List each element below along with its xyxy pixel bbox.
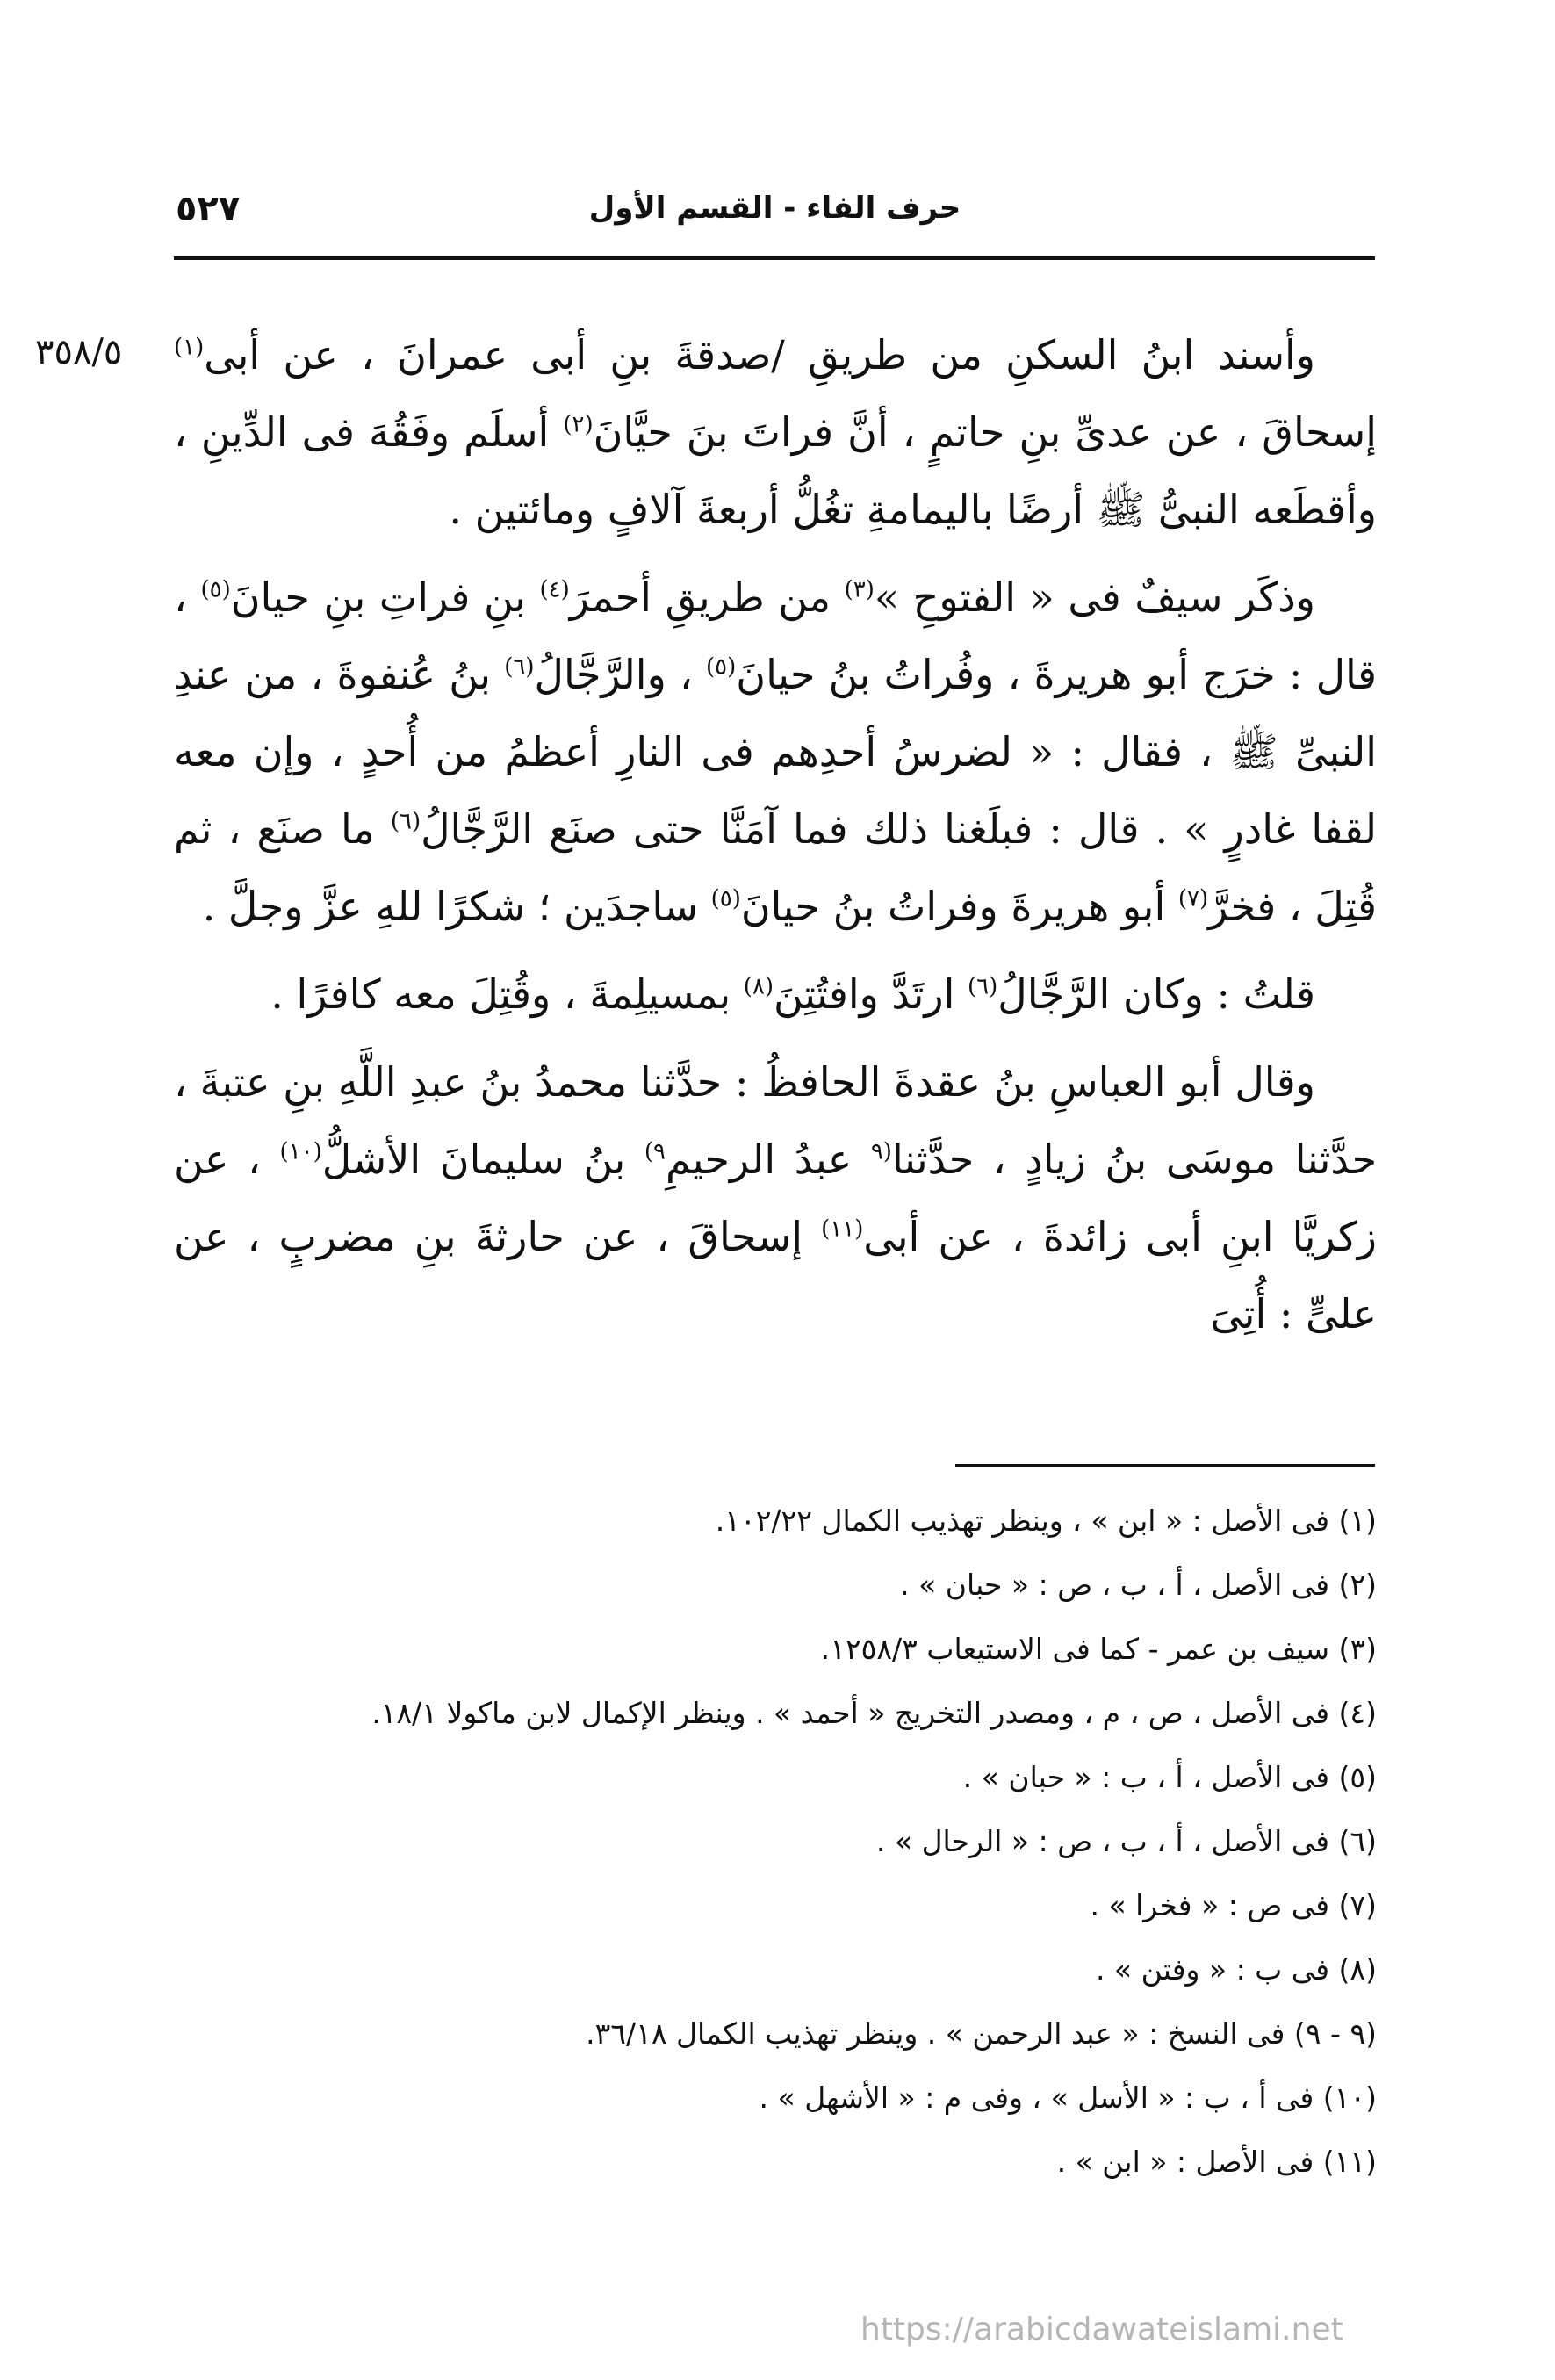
text-segment: إسحاقَ ، عن حارثةَ بنِ مضربٍ ، عن علىٍّ : أُتِىَ (174, 1213, 1377, 1338)
text-segment: أبو هريرةَ وفراتُ بنُ حيانَ (740, 883, 1178, 930)
footnote-item: (٩ - ٩) فى النسخ : « عبد الرحمن » . وينظر تهذيب الكمال ٣٦/١٨. (586, 2016, 1377, 2051)
footnote-marker: (٩ (870, 1138, 892, 1165)
watermark-url: https://arabicdawateislami.net (860, 2311, 1343, 2348)
text-segment: ما صنَع ، ثم قُتِلَ ، فخرَّ (174, 805, 1377, 930)
text-segment: إسحاقَ ، عن عدىِّ بنِ حاتمٍ ، أنَّ فراتَ بنَ حيَّانَ (593, 408, 1377, 456)
paragraph (174, 316, 1377, 548)
footnote-marker: (١٠) (279, 1138, 322, 1165)
text-segment: ارتَدَّ وافتُتِنَ (774, 970, 968, 1018)
text-segment: ، قال : خرَج أبو هريرةَ ، وفُراتُ بنُ حيانَ (174, 573, 1377, 698)
text-segment: وذكَر سيفٌ فى « الفتوحِ » (874, 573, 1316, 621)
footnote-marker: (٧) (1177, 885, 1209, 912)
text-segment: أسلَم وفَقُهَ فى الدِّينِ ، وأقطَعه النبىُّ ﷺ أرضًا باليمامةِ تغُلُّ أربعةَ آلافٍ ومائتين . (174, 408, 1377, 533)
footnote-marker: (٣) (844, 576, 875, 603)
footnote-item: (٦) فى الأصل ، أ ، ب ، ص : « الرحال » . (875, 1824, 1377, 1858)
text-segment: بنِ فراتِ بنِ حيانَ (230, 573, 540, 621)
footnote-item: (٧) فى ص : « فخرا » . (1090, 1888, 1377, 1922)
margin-reference: ٣٥٨/٥ (35, 332, 123, 372)
footnote-item: (١٠) فى أ ، ب : « الأسل » ، وفى م : « الأشهل » . (759, 2081, 1377, 2115)
footnote-marker: (٥) (710, 885, 741, 912)
paragraph (174, 559, 1377, 945)
text-segment: بنُ عُنفوةَ ، من عندِ النبىِّ ﷺ ، فقال : « لضرسُ أحدِهم فى النارِ أعظمُ من أُحدٍ ، وإن معه لقفا غادرٍ » . قال : فبلَغنا ذلك فما آمَنَّا حتى صنَع الرَّجَّالُ (174, 651, 1377, 853)
footnote-marker: (٦) (968, 973, 998, 1000)
running-title: حرف الفاء - القسم الأول (588, 191, 961, 226)
footnote-marker: (٥) (200, 576, 231, 603)
text-segment: عبدُ الرحيمِ (666, 1136, 871, 1183)
footnote-marker: (٦) (390, 808, 421, 835)
footnote-marker: (٢) (563, 411, 594, 438)
text-segment: وقال أبو العباسِ بنُ عقدةَ الحافظُ : حدَّثنا محمدُ بنُ عبدِ اللَّهِ بنِ عتبةَ ، حدَّثنا موسَى بنُ زيادٍ ، حدَّثنا (174, 1058, 1378, 1183)
text-segment: بنُ سليمانَ الأشلُّ (321, 1136, 644, 1183)
footnote-marker: (٤) (539, 576, 570, 603)
page-number: ٥٢٧ (176, 189, 241, 229)
footnote-item: (٥) فى الأصل ، أ ، ب : « حبان » . (962, 1760, 1377, 1794)
text-segment: وأسند ابنُ السكنِ من طريقِ /صدقةَ بنِ أبى عمرانَ ، عن أبى (204, 331, 1315, 379)
footnote-separator (955, 1464, 1375, 1467)
footnote-marker: (٦) (504, 653, 535, 681)
page-header (176, 180, 1374, 242)
text-segment: بمسيلِمةَ ، وقُتِلَ معه كافرًا . (270, 970, 744, 1018)
footnote-item: (١١) فى الأصل : « ابن » . (1056, 2145, 1377, 2179)
footnote-marker: (١١) (821, 1215, 864, 1243)
text-segment: ، عن زكريَّا ابنِ أبى زائدةَ ، عن أبى (174, 1136, 1377, 1260)
text-segment: ، والرَّجَّالُ (534, 651, 707, 698)
paragraph (174, 956, 1377, 1033)
main-text (174, 316, 1377, 1363)
footnote-item: (٤) فى الأصل ، ص ، م ، ومصدر التخريج « أحمد » . وينظر الإكمال لابن ماكولا ١٨/١. (371, 1696, 1377, 1730)
footnote-marker: (٥) (706, 653, 737, 681)
text-segment: قلتُ : وكان الرَّجَّالُ (997, 970, 1315, 1018)
footnote-marker: (١) (174, 334, 205, 361)
paragraph (174, 1043, 1377, 1352)
footnote-marker: ٩) (644, 1138, 666, 1165)
footnote-item: (٣) سيف بن عمر - كما فى الاستيعاب ١٢٥٨/٣. (820, 1632, 1377, 1666)
footnotes (174, 1489, 1377, 2194)
text-segment: ساجدَين ؛ شكرًا للهِ عزَّ وجلَّ . (202, 883, 711, 930)
footnote-marker: (٨) (743, 973, 774, 1000)
text-segment: من طريقِ أحمرَ (569, 573, 845, 621)
footnote-item: (٨) فى ب : « وفتن » . (1095, 1952, 1377, 1987)
footnote-item: (١) فى الأصل : « ابن » ، وينظر تهذيب الكمال ١٠٢/٢٢. (715, 1504, 1377, 1538)
header-rule (174, 256, 1375, 260)
footnote-item: (٢) فى الأصل ، أ ، ب ، ص : « حبان » . (900, 1568, 1377, 1602)
